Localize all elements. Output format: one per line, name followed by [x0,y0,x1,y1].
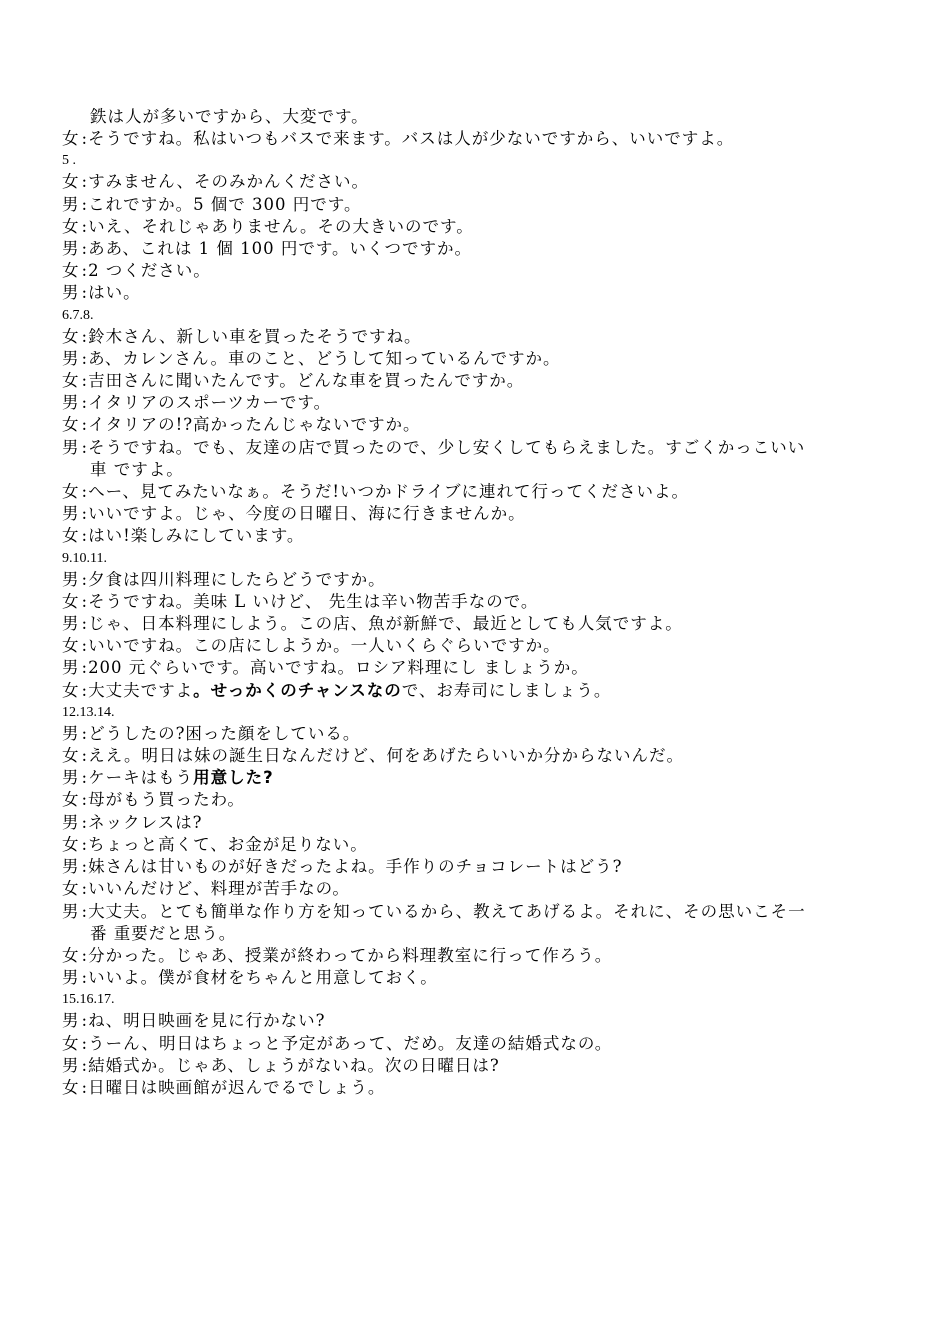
dialogue-continuation [62,106,892,128]
dialogue-text: はい。 [88,283,141,303]
dialogue-line [62,635,892,657]
dialogue-line [62,878,892,900]
dialogue-continuation [62,923,892,945]
dialogue-line [62,657,892,679]
speaker-colon: : [81,901,89,921]
speaker-colon: : [81,680,89,700]
speaker-colon: : [81,968,89,988]
dialogue-text: そうですね。でも、友達の店で買ったので、少し安くしてもらえました。すごくかっこいい [88,437,806,457]
speaker-colon: : [81,415,89,435]
dialogue-text: 妹さんは甘いものが好きだったよね。手作りのチョコレートはどう? [88,857,623,877]
dialogue-line [62,326,892,348]
dialogue-text: いいんだけど、料理が苦手なの。 [88,879,350,899]
speaker-label: 男 [62,857,80,877]
dialogue-line [62,591,892,613]
dialogue-line [62,194,892,216]
dialogue-text: すみません、そのみかんください。 [88,172,370,192]
speaker-label: 男 [62,239,80,259]
dialogue-line [62,856,892,878]
dialogue-text: 鈴木さん、新しい車を買ったそうですね。 [88,326,422,346]
speaker-colon: : [81,239,89,259]
dialogue-text: イタリアのスポーツカーです。 [88,393,332,413]
dialogue-line [62,171,892,193]
speaker-label: 女 [62,1077,80,1097]
speaker-label: 女 [62,172,80,192]
speaker-label: 女 [62,945,80,965]
speaker-label: 男 [62,723,80,743]
question-number [62,305,892,326]
dialogue-text: ネックレスは? [88,812,203,832]
speaker-label: 男 [62,504,80,524]
dialogue-line [62,901,892,923]
speaker-label: 女 [62,879,80,899]
dialogue-line [62,1010,892,1032]
question-number-text: 6.7.8. [62,307,94,323]
question-number-text: 9.10.11. [62,550,107,566]
speaker-colon: : [81,658,89,678]
dialogue-text: 結婚式か。じゃあ、しょうがないね。次の日曜日は? [88,1055,500,1075]
dialogue-line [62,128,892,150]
dialogue-line [62,789,892,811]
question-number [62,702,892,723]
speaker-colon: : [81,1033,89,1053]
dialogue-line [62,1055,892,1077]
speaker-label: 男 [62,348,80,368]
dialogue-line [62,260,892,282]
speaker-label: 男 [62,194,80,214]
speaker-colon: : [81,371,89,391]
speaker-colon: : [81,526,89,546]
speaker-label: 男 [62,658,80,678]
speaker-label: 男 [62,569,80,589]
speaker-label: 女 [62,129,80,149]
question-number-text: 12.13.14. [62,704,115,720]
speaker-label: 男 [62,283,80,303]
dialogue-line [62,481,892,503]
dialogue-text: ええ。明日は妹の誕生日なんだけど、何をあげたらいいか分からないんだ。 [88,746,685,766]
dialogue-line [62,503,892,525]
question-number [62,150,892,171]
dialogue-line [62,282,892,304]
dialogue-text: 番 重要だと思う。 [90,923,237,943]
dialogue-text: どうしたの?困った顔をしている。 [88,723,361,743]
speaker-label: 女 [62,526,80,546]
speaker-colon: : [81,945,89,965]
dialogue-text: 大丈夫ですよ [88,680,194,700]
dialogue-text-bold: 。せっかくのチャンスなの [193,680,402,700]
speaker-label: 男 [62,901,80,921]
dialogue-text: いいですよ。じゃ、今度の日曜日、海に行きませんか。 [88,504,526,524]
dialogue-line [62,392,892,414]
dialogue-line [62,834,892,856]
dialogue-text: いいですね。この店にしようか。一人いくらぐらいですか。 [88,636,561,656]
speaker-label: 女 [62,790,80,810]
dialogue-line [62,348,892,370]
speaker-colon: : [81,1011,89,1031]
dialogue-text: ちょっと高くて、お金が足りない。 [88,834,368,854]
question-number-text: 15.16.17. [62,992,115,1008]
speaker-label: 男 [62,437,80,457]
dialogue-text: 200 元ぐらいです。高いですね。ロシア料理にし ましょうか。 [88,658,589,678]
speaker-colon: : [81,348,89,368]
dialogue-line [62,680,892,702]
speaker-colon: : [81,591,89,611]
speaker-colon: : [81,172,89,192]
dialogue-line [62,569,892,591]
dialogue-line [62,723,892,745]
dialogue-text: 母がもう買ったわ。 [88,790,245,810]
dialogue-text: ね、明日映画を見に行かない? [88,1011,326,1031]
dialogue-line [62,370,892,392]
question-number [62,548,892,569]
question-number-text: 5 . [62,153,76,169]
speaker-colon: : [81,857,89,877]
dialogue-text: これですか。5 個で 300 円です。 [88,194,362,214]
speaker-colon: : [81,504,89,524]
speaker-label: 女 [62,326,80,346]
dialogue-text: いいよ。僕が食材をちゃんと用意しておく。 [88,968,438,988]
speaker-label: 男 [62,968,80,988]
speaker-colon: : [81,636,89,656]
speaker-label: 男 [62,768,80,788]
dialogue-line [62,238,892,260]
speaker-colon: : [81,790,89,810]
speaker-label: 女 [62,591,80,611]
dialogue-text: 大丈夫。とても簡単な作り方を知っているから、教えてあげるよ。それに、その思いこそ一 [88,901,806,921]
dialogue-text: 車 ですよ。 [90,459,184,479]
dialogue-line [62,613,892,635]
speaker-label: 男 [62,393,80,413]
dialogue-text: へー、見てみたいなぁ。そうだ!いつかドライブに連れて行ってくださいよ。 [88,482,690,502]
dialogue-line [62,1077,892,1099]
speaker-colon: : [81,326,89,346]
dialogue-line [62,745,892,767]
speaker-label: 男 [62,1011,80,1031]
dialogue-line [62,525,892,547]
dialogue-text: 日曜日は映画館が迟んでるでしょう。 [88,1077,386,1097]
dialogue-text-bold: 用意した? [193,768,274,788]
dialogue-line [62,767,892,789]
dialogue-line [62,967,892,989]
speaker-colon: : [81,723,89,743]
speaker-colon: : [81,879,89,899]
dialogue-text: 鉄は人が多いですから、大変です。 [90,107,369,126]
dialogue-line [62,216,892,238]
question-number [62,989,892,1010]
speaker-colon: : [81,746,89,766]
dialogue-text: じゃ、日本料理にしよう。この店、魚が新鮮で、最近としても人気ですよ。 [88,614,683,634]
dialogue-text: はい!楽しみにしています。 [88,526,305,546]
dialogue-transcript [62,106,892,1099]
speaker-colon: : [81,437,89,457]
speaker-label: 女 [62,482,80,502]
dialogue-text: イタリアの!?高かったんじゃないですか。 [88,415,421,435]
speaker-colon: : [81,393,89,413]
dialogue-text: あ、カレンさん。車のこと、どうして知っているんですか。 [88,348,561,368]
speaker-colon: : [81,812,89,832]
dialogue-text-tail: で、お寿司にしましょう。 [401,680,612,700]
speaker-label: 女 [62,746,80,766]
dialogue-line [62,812,892,834]
dialogue-text: うーん、明日はちょっと予定があって、だめ。友達の結婚式なの。 [88,1033,613,1053]
speaker-colon: : [81,283,89,303]
speaker-colon: : [81,194,89,214]
speaker-colon: : [81,216,89,236]
dialogue-text: ケーキはもう [88,768,194,788]
dialogue-line [62,1033,892,1055]
speaker-colon: : [81,482,89,502]
dialogue-text: 分かった。じゃあ、授業が終わってから料理教室に行って作ろう。 [88,945,613,965]
dialogue-text: そうですね。美味 L いけど、 先生は辛い物苦手なので。 [88,591,539,611]
dialogue-text: ああ、これは 1 個 100 円です。いくつですか。 [88,239,473,259]
speaker-colon: : [81,834,89,854]
speaker-label: 女 [62,1033,80,1053]
speaker-label: 女 [62,415,80,435]
speaker-label: 女 [62,636,80,656]
speaker-label: 女 [62,216,80,236]
speaker-label: 女 [62,834,80,854]
dialogue-text: 吉田さんに聞いたんです。どんな車を買ったんですか。 [88,371,525,391]
speaker-label: 男 [62,812,80,832]
speaker-colon: : [81,261,89,281]
speaker-colon: : [81,569,89,589]
speaker-colon: : [81,614,89,634]
dialogue-line [62,414,892,436]
speaker-label: 女 [62,261,80,281]
speaker-colon: : [81,768,89,788]
speaker-label: 男 [62,1055,80,1075]
dialogue-text: 2 つください。 [88,261,211,281]
speaker-colon: : [81,1077,89,1097]
speaker-colon: : [81,1055,89,1075]
dialogue-text: そうですね。私はいつもバスで来ます。バスは人が少ないですから、いいですよ。 [88,129,735,149]
dialogue-line [62,945,892,967]
dialogue-text: いえ、それじゃありません。その大きいのです。 [88,216,474,236]
dialogue-line [62,437,892,459]
dialogue-text: 夕食は四川料理にしたらどうですか。 [88,569,386,589]
speaker-label: 男 [62,614,80,634]
speaker-label: 女 [62,371,80,391]
speaker-colon: : [81,129,89,149]
speaker-label: 女 [62,680,80,700]
dialogue-continuation [62,459,892,481]
